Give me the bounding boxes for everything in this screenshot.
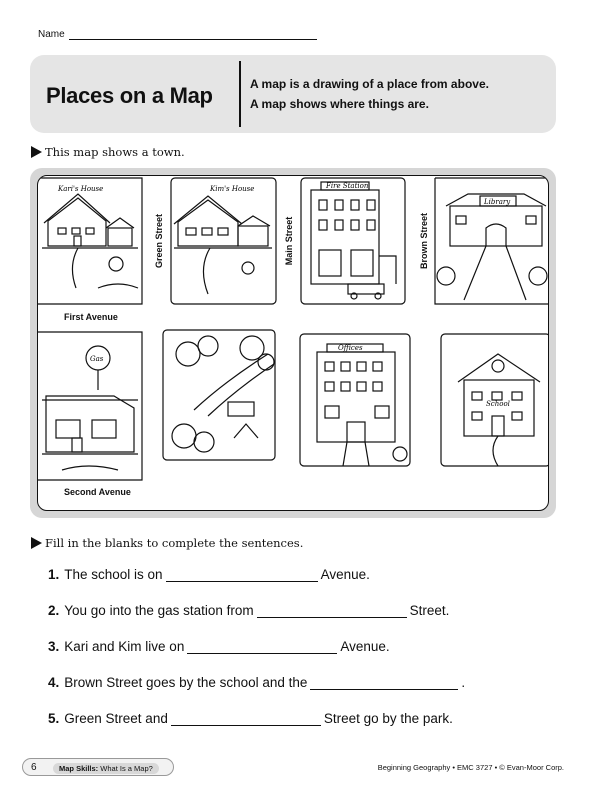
question-text-before: Kari and Kim live on: [64, 639, 185, 654]
question-text-after: Avenue.: [340, 639, 390, 654]
arrow-right-icon: [31, 146, 42, 158]
block-fire: [301, 178, 405, 304]
question-3: [48, 639, 390, 654]
block-park: [163, 330, 275, 460]
question-text-before: You go into the gas station from: [64, 603, 254, 618]
answer-blank-3[interactable]: [187, 640, 337, 654]
gas-station-icon: [42, 346, 138, 470]
question-text-after: Street go by the park.: [323, 711, 453, 726]
town-map: [37, 175, 549, 511]
question-text-after: Avenue.: [320, 567, 370, 582]
footer-credit: Beginning Geography • EMC 3727 • © Evan-Moor Corp.: [377, 763, 564, 772]
answer-blank-4[interactable]: [310, 676, 458, 690]
name-label: Name: [38, 29, 65, 40]
series-label: [53, 763, 159, 774]
title-description: [250, 74, 489, 114]
label-school: School: [486, 400, 510, 408]
fill-in-instruction-text: Fill in the blanks to complete the sentences.: [45, 536, 304, 550]
question-5: [48, 711, 453, 726]
map-instruction: [31, 145, 185, 159]
fire-station-icon: [311, 182, 396, 299]
title-desc-line-1: A map is a drawing of a place from above.: [250, 77, 489, 91]
block-kim: [171, 178, 276, 304]
kari-house-icon: [42, 194, 138, 288]
name-row: [38, 29, 317, 40]
question-text-after: Street.: [409, 603, 450, 618]
series-bold: Map Skills:: [59, 764, 99, 773]
title-divider: [239, 61, 241, 127]
page-title: Places on a Map: [46, 83, 213, 108]
title-banner: [30, 55, 556, 133]
offices-icon: [317, 344, 407, 466]
kim-house-icon: [174, 196, 272, 294]
library-icon: [437, 194, 547, 300]
street-first: First Avenue: [64, 312, 118, 322]
question-text-before: Brown Street goes by the school and the: [64, 675, 308, 690]
fill-in-instruction: [31, 536, 303, 550]
name-blank[interactable]: [69, 30, 317, 40]
question-text-before: Green Street and: [64, 711, 168, 726]
question-number: 1.: [48, 567, 60, 582]
block-library: [435, 178, 549, 304]
page-number: 6: [31, 762, 37, 773]
series-title: What Is a Map?: [100, 764, 153, 773]
question-1: [48, 567, 370, 582]
question-number: 4.: [48, 675, 60, 690]
question-2: [48, 603, 449, 618]
question-number: 2.: [48, 603, 60, 618]
label-gas: Gas: [90, 355, 104, 363]
page-footer: [22, 758, 592, 776]
label-kari-house: Kari's House: [58, 185, 104, 193]
arrow-right-icon: [31, 537, 42, 549]
park-icon: [172, 336, 274, 452]
map-frame: [30, 168, 556, 518]
answer-blank-5[interactable]: [171, 712, 321, 726]
map-instruction-text: This map shows a town.: [45, 145, 185, 159]
street-green: Green Street: [154, 213, 164, 269]
label-library: Library: [484, 198, 511, 206]
question-number: 3.: [48, 639, 60, 654]
series-pill: [22, 758, 174, 776]
school-icon: [458, 354, 540, 466]
question-4: [48, 675, 465, 690]
label-offices: Offices: [338, 344, 363, 352]
title-desc-line-2: A map shows where things are.: [250, 97, 429, 111]
question-text-before: The school is on: [64, 567, 163, 582]
question-text-after: .: [461, 675, 466, 690]
answer-blank-1[interactable]: [166, 568, 318, 582]
street-main: Main Street: [284, 216, 294, 266]
question-number: 5.: [48, 711, 60, 726]
label-kim-house: Kim's House: [210, 185, 255, 193]
answer-blank-2[interactable]: [257, 604, 407, 618]
street-second: Second Avenue: [64, 487, 131, 497]
street-brown: Brown Street: [419, 213, 429, 270]
label-fire-station: Fire Station: [326, 182, 369, 190]
